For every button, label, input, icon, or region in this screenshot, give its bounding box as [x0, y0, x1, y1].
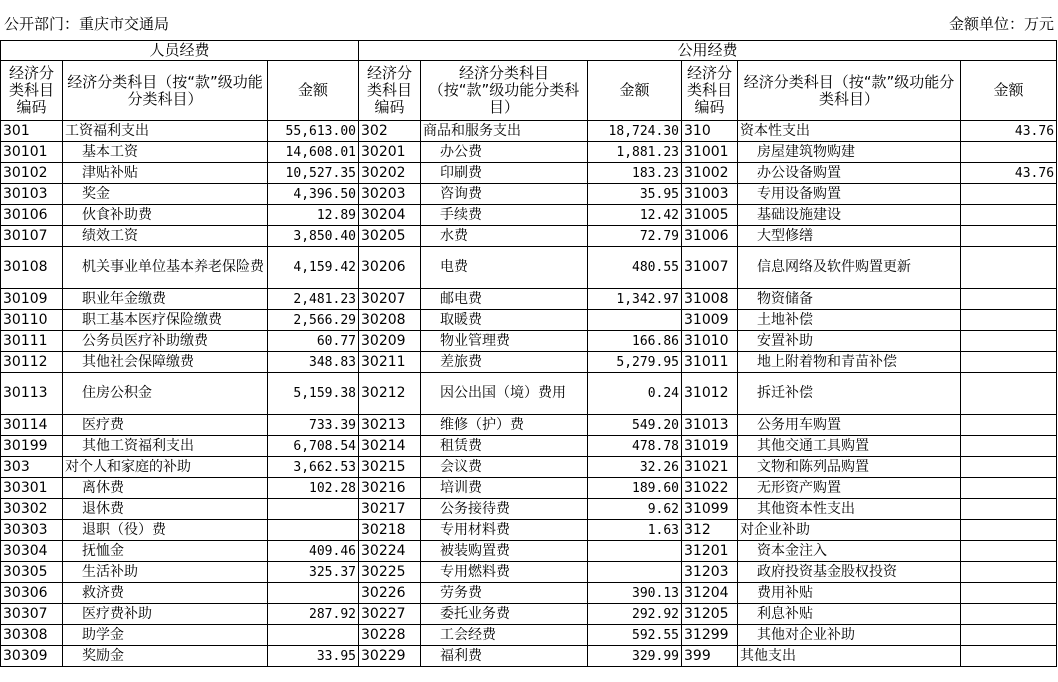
col-amount: 金额 [268, 61, 359, 121]
code-cell: 30207 [359, 289, 421, 310]
amount-cell: 72.79 [588, 226, 682, 247]
name-cell: 房屋建筑物购建 [738, 142, 961, 163]
table-row [1, 121, 1057, 142]
name-cell: 职工基本医疗保险缴费 [63, 310, 268, 331]
name-cell: 维修（护）费 [421, 415, 588, 436]
code-cell: 30205 [359, 226, 421, 247]
name-cell: 津贴补贴 [63, 163, 268, 184]
expenditure-table [0, 40, 1057, 667]
code-cell: 31007 [682, 247, 738, 289]
amount-cell: 18,724.30 [588, 121, 682, 142]
amount-cell [961, 520, 1057, 541]
col-code: 经济分类科目编码 [682, 61, 738, 121]
amount-cell: 1,881.23 [588, 142, 682, 163]
code-cell: 312 [682, 520, 738, 541]
amount-cell: 4,396.50 [268, 184, 359, 205]
col-name: 经济分类科目（按“款”级功能分类科目） [421, 61, 588, 121]
name-cell: 办公设备购置 [738, 163, 961, 184]
amount-cell: 32.26 [588, 457, 682, 478]
amount-cell: 480.55 [588, 247, 682, 289]
amount-cell: 1,342.97 [588, 289, 682, 310]
table-row [1, 331, 1057, 352]
name-cell: 机关事业单位基本养老保险费 [63, 247, 268, 289]
table-row [1, 142, 1057, 163]
code-cell: 30218 [359, 520, 421, 541]
amount-cell: 33.95 [268, 646, 359, 667]
code-cell: 399 [682, 646, 738, 667]
amount-cell: 287.92 [268, 604, 359, 625]
table-row [1, 163, 1057, 184]
name-cell: 公务员医疗补助缴费 [63, 331, 268, 352]
amount-cell: 35.95 [588, 184, 682, 205]
name-cell: 咨询费 [421, 184, 588, 205]
amount-cell [588, 310, 682, 331]
amount-cell: 43.76 [961, 121, 1057, 142]
amount-cell: 2,566.29 [268, 310, 359, 331]
col-code: 经济分类科目编码 [359, 61, 421, 121]
name-cell: 奖励金 [63, 646, 268, 667]
amount-cell [961, 436, 1057, 457]
code-cell: 30309 [1, 646, 63, 667]
name-cell: 其他工资福利支出 [63, 436, 268, 457]
amount-cell [961, 352, 1057, 373]
amount-cell: 733.39 [268, 415, 359, 436]
name-cell: 基本工资 [63, 142, 268, 163]
code-cell: 31201 [682, 541, 738, 562]
name-cell: 对个人和家庭的补助 [63, 457, 268, 478]
table-row [1, 499, 1057, 520]
name-cell: 信息网络及软件购置更新 [738, 247, 961, 289]
amount-cell [961, 604, 1057, 625]
code-cell: 302 [359, 121, 421, 142]
code-cell: 30307 [1, 604, 63, 625]
code-cell: 301 [1, 121, 63, 142]
table-row [1, 226, 1057, 247]
table-row [1, 625, 1057, 646]
code-cell: 30217 [359, 499, 421, 520]
amount-cell: 3,662.53 [268, 457, 359, 478]
name-cell: 医疗费 [63, 415, 268, 436]
name-cell: 工会经费 [421, 625, 588, 646]
amount-cell: 3,850.40 [268, 226, 359, 247]
amount-cell [588, 541, 682, 562]
name-cell: 其他对企业补助 [738, 625, 961, 646]
amount-cell: 329.99 [588, 646, 682, 667]
table-row [1, 247, 1057, 289]
amount-cell [268, 499, 359, 520]
amount-cell: 5,279.95 [588, 352, 682, 373]
table-row [1, 583, 1057, 604]
amount-cell: 43.76 [961, 163, 1057, 184]
name-cell: 无形资产购置 [738, 478, 961, 499]
amount-cell [961, 205, 1057, 226]
name-cell: 文物和陈列品购置 [738, 457, 961, 478]
amount-cell: 1.63 [588, 520, 682, 541]
name-cell: 资本性支出 [738, 121, 961, 142]
amount-cell: 4,159.42 [268, 247, 359, 289]
amount-cell [961, 289, 1057, 310]
code-cell: 30203 [359, 184, 421, 205]
amount-cell [961, 310, 1057, 331]
name-cell: 安置补助 [738, 331, 961, 352]
name-cell: 退职（役）费 [63, 520, 268, 541]
col-amount: 金额 [588, 61, 682, 121]
amount-cell: 549.20 [588, 415, 682, 436]
name-cell: 培训费 [421, 478, 588, 499]
name-cell: 其他社会保障缴费 [63, 352, 268, 373]
code-cell: 30208 [359, 310, 421, 331]
table-row [1, 646, 1057, 667]
name-cell: 政府投资基金股权投资 [738, 562, 961, 583]
code-cell: 30209 [359, 331, 421, 352]
code-cell: 31010 [682, 331, 738, 352]
code-cell: 31022 [682, 478, 738, 499]
name-cell: 其他交通工具购置 [738, 436, 961, 457]
code-cell: 31009 [682, 310, 738, 331]
name-cell: 费用补贴 [738, 583, 961, 604]
amount-cell: 55,613.00 [268, 121, 359, 142]
table-row [1, 457, 1057, 478]
name-cell: 利息补贴 [738, 604, 961, 625]
report-header [0, 0, 1058, 40]
code-cell: 30110 [1, 310, 63, 331]
code-cell: 31012 [682, 373, 738, 415]
amount-cell: 325.37 [268, 562, 359, 583]
amount-cell [961, 562, 1057, 583]
col-amount: 金额 [961, 61, 1057, 121]
amount-cell: 390.13 [588, 583, 682, 604]
table-row [1, 415, 1057, 436]
name-cell: 差旅费 [421, 352, 588, 373]
name-cell: 伙食补助费 [63, 205, 268, 226]
code-cell: 30103 [1, 184, 63, 205]
name-cell: 因公出国（境）费用 [421, 373, 588, 415]
code-cell: 31002 [682, 163, 738, 184]
name-cell: 拆迁补偿 [738, 373, 961, 415]
code-cell: 30111 [1, 331, 63, 352]
table-row [1, 289, 1057, 310]
amount-cell: 189.60 [588, 478, 682, 499]
code-cell: 30101 [1, 142, 63, 163]
code-cell: 30212 [359, 373, 421, 415]
amount-cell: 12.42 [588, 205, 682, 226]
amount-cell: 60.77 [268, 331, 359, 352]
name-cell: 水费 [421, 226, 588, 247]
table-row [1, 205, 1057, 226]
amount-cell: 0.24 [588, 373, 682, 415]
code-cell: 30303 [1, 520, 63, 541]
code-cell: 30214 [359, 436, 421, 457]
name-cell: 退休费 [63, 499, 268, 520]
code-cell: 31019 [682, 436, 738, 457]
name-cell: 邮电费 [421, 289, 588, 310]
amount-cell: 14,608.01 [268, 142, 359, 163]
code-cell: 30225 [359, 562, 421, 583]
name-cell: 物资储备 [738, 289, 961, 310]
name-cell: 地上附着物和青苗补偿 [738, 352, 961, 373]
amount-cell: 409.46 [268, 541, 359, 562]
name-cell: 助学金 [63, 625, 268, 646]
amount-cell: 478.78 [588, 436, 682, 457]
amount-cell: 183.23 [588, 163, 682, 184]
name-cell: 公务接待费 [421, 499, 588, 520]
amount-cell: 166.86 [588, 331, 682, 352]
amount-cell: 5,159.38 [268, 373, 359, 415]
code-cell: 30106 [1, 205, 63, 226]
amount-cell: 2,481.23 [268, 289, 359, 310]
code-cell: 31099 [682, 499, 738, 520]
name-cell: 被装购置费 [421, 541, 588, 562]
table-row [1, 520, 1057, 541]
code-cell: 30206 [359, 247, 421, 289]
amount-cell: 102.28 [268, 478, 359, 499]
table-row [1, 373, 1057, 415]
name-cell: 土地补偿 [738, 310, 961, 331]
table-row [1, 562, 1057, 583]
amount-cell: 9.62 [588, 499, 682, 520]
code-cell: 310 [682, 121, 738, 142]
amount-cell: 348.83 [268, 352, 359, 373]
table-row [1, 541, 1057, 562]
amount-cell: 10,527.35 [268, 163, 359, 184]
name-cell: 物业管理费 [421, 331, 588, 352]
name-cell: 住房公积金 [63, 373, 268, 415]
table-row [1, 184, 1057, 205]
code-cell: 30204 [359, 205, 421, 226]
name-cell: 绩效工资 [63, 226, 268, 247]
name-cell: 取暖费 [421, 310, 588, 331]
code-cell: 30216 [359, 478, 421, 499]
name-cell: 商品和服务支出 [421, 121, 588, 142]
unit-label: 金额单位：万元 [948, 15, 1054, 33]
name-cell: 资本金注入 [738, 541, 961, 562]
code-cell: 30102 [1, 163, 63, 184]
name-cell: 电费 [421, 247, 588, 289]
code-cell: 30107 [1, 226, 63, 247]
name-cell: 会议费 [421, 457, 588, 478]
amount-cell [961, 541, 1057, 562]
code-cell: 30108 [1, 247, 63, 289]
group-public: 公用经费 [359, 41, 1057, 61]
amount-cell [961, 184, 1057, 205]
code-cell: 30201 [359, 142, 421, 163]
name-cell: 离休费 [63, 478, 268, 499]
amount-cell: 292.92 [588, 604, 682, 625]
amount-cell [961, 646, 1057, 667]
name-cell: 救济费 [63, 583, 268, 604]
code-cell: 30213 [359, 415, 421, 436]
code-cell: 31013 [682, 415, 738, 436]
code-cell: 31204 [682, 583, 738, 604]
table-row [1, 352, 1057, 373]
code-cell: 31008 [682, 289, 738, 310]
code-cell: 30228 [359, 625, 421, 646]
code-cell: 30211 [359, 352, 421, 373]
code-cell: 30302 [1, 499, 63, 520]
code-cell: 30202 [359, 163, 421, 184]
code-cell: 30113 [1, 373, 63, 415]
code-cell: 31299 [682, 625, 738, 646]
amount-cell [588, 562, 682, 583]
name-cell: 办公费 [421, 142, 588, 163]
amount-cell [268, 583, 359, 604]
col-name: 经济分类科目（按“款”级功能分类科目） [738, 61, 961, 121]
name-cell: 其他支出 [738, 646, 961, 667]
amount-cell [961, 373, 1057, 415]
name-cell: 对企业补助 [738, 520, 961, 541]
amount-cell: 6,708.54 [268, 436, 359, 457]
code-cell: 30227 [359, 604, 421, 625]
amount-cell [961, 457, 1057, 478]
group-personnel: 人员经费 [1, 41, 359, 61]
amount-cell [961, 142, 1057, 163]
name-cell: 大型修缮 [738, 226, 961, 247]
code-cell: 31021 [682, 457, 738, 478]
amount-cell: 592.55 [588, 625, 682, 646]
table-row [1, 604, 1057, 625]
department-label: 公开部门：重庆市交通局 [4, 15, 170, 33]
name-cell: 专用设备购置 [738, 184, 961, 205]
name-cell: 劳务费 [421, 583, 588, 604]
name-cell: 专用材料费 [421, 520, 588, 541]
table-row [1, 436, 1057, 457]
code-cell: 30215 [359, 457, 421, 478]
code-cell: 31005 [682, 205, 738, 226]
amount-cell [268, 625, 359, 646]
code-cell: 31011 [682, 352, 738, 373]
code-cell: 30306 [1, 583, 63, 604]
name-cell: 基础设施建设 [738, 205, 961, 226]
name-cell: 奖金 [63, 184, 268, 205]
amount-cell [961, 583, 1057, 604]
code-cell: 30112 [1, 352, 63, 373]
code-cell: 30226 [359, 583, 421, 604]
amount-cell [961, 478, 1057, 499]
col-code: 经济分类科目编码 [1, 61, 63, 121]
amount-cell [961, 226, 1057, 247]
name-cell: 福利费 [421, 646, 588, 667]
name-cell: 手续费 [421, 205, 588, 226]
code-cell: 31003 [682, 184, 738, 205]
code-cell: 30224 [359, 541, 421, 562]
name-cell: 生活补助 [63, 562, 268, 583]
name-cell: 专用燃料费 [421, 562, 588, 583]
name-cell: 职业年金缴费 [63, 289, 268, 310]
amount-cell [961, 415, 1057, 436]
amount-cell [961, 625, 1057, 646]
code-cell: 30305 [1, 562, 63, 583]
amount-cell [961, 247, 1057, 289]
code-cell: 30109 [1, 289, 63, 310]
code-cell: 303 [1, 457, 63, 478]
code-cell: 30229 [359, 646, 421, 667]
amount-cell [961, 331, 1057, 352]
code-cell: 31006 [682, 226, 738, 247]
name-cell: 医疗费补助 [63, 604, 268, 625]
code-cell: 30301 [1, 478, 63, 499]
code-cell: 31001 [682, 142, 738, 163]
amount-cell [268, 520, 359, 541]
amount-cell [961, 499, 1057, 520]
name-cell: 委托业务费 [421, 604, 588, 625]
name-cell: 工资福利支出 [63, 121, 268, 142]
name-cell: 印刷费 [421, 163, 588, 184]
name-cell: 公务用车购置 [738, 415, 961, 436]
code-cell: 31205 [682, 604, 738, 625]
amount-cell: 12.89 [268, 205, 359, 226]
table-row [1, 478, 1057, 499]
col-name: 经济分类科目（按“款”级功能分类科目） [63, 61, 268, 121]
code-cell: 31203 [682, 562, 738, 583]
code-cell: 30114 [1, 415, 63, 436]
code-cell: 30308 [1, 625, 63, 646]
name-cell: 租赁费 [421, 436, 588, 457]
code-cell: 30199 [1, 436, 63, 457]
table-row [1, 310, 1057, 331]
name-cell: 抚恤金 [63, 541, 268, 562]
code-cell: 30304 [1, 541, 63, 562]
name-cell: 其他资本性支出 [738, 499, 961, 520]
